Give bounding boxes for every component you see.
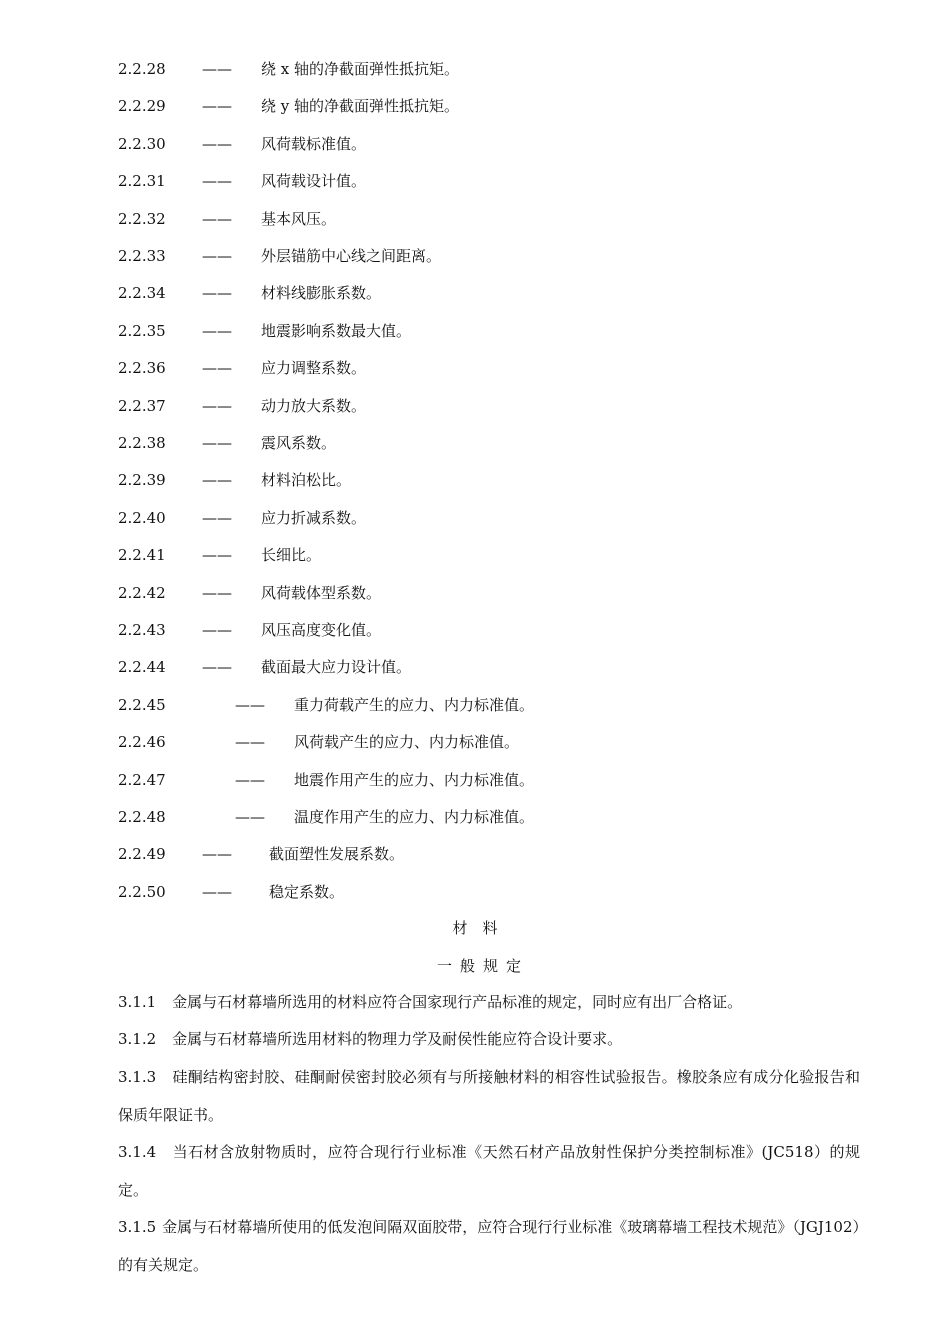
- symbol-number: 2.2.41: [118, 546, 166, 565]
- section-title: [0, 917, 950, 939]
- symbol-dash: ——: [202, 471, 232, 490]
- clause-3-1-5: [118, 1209, 860, 1284]
- symbol-number: 2.2.37: [118, 396, 166, 415]
- clause-text: 硅酮结构密封胶、硅酮耐侯密封胶必须有与所接触材料的相容性试验报告。橡胶条应有成分化验报告和保质年限证书。: [118, 1068, 860, 1124]
- symbol-number: 2.2.36: [118, 359, 166, 378]
- symbol-number: 2.2.47: [118, 770, 166, 789]
- symbol-dash: ——: [202, 583, 232, 602]
- symbol-dash: ——: [202, 209, 232, 228]
- symbol-dash: ——: [202, 60, 232, 78]
- symbol-description: 基本风压。: [261, 209, 337, 228]
- symbol-description: 材料泊松比。: [261, 471, 352, 490]
- symbol-number: 2.2.39: [118, 471, 166, 490]
- symbol-dash: ——: [235, 808, 265, 826]
- clause-text: 金属与石材幕墙所选用材料的物理力学及耐侯性能应符合设计要求。: [172, 1030, 623, 1048]
- symbol-description: 风压高度变化值。: [261, 621, 382, 639]
- symbol-number: 2.2.31: [118, 172, 166, 191]
- symbol-description: 材料线膨胀系数。: [261, 284, 382, 303]
- clause-3-1-4: [118, 1134, 860, 1209]
- section-title-text: 材 料: [452, 919, 498, 937]
- symbol-description: 重力荷载产生的应力、内力标准值。: [294, 695, 535, 714]
- symbol-description: 风荷载标准值。: [261, 134, 367, 153]
- subsection-title: [0, 955, 950, 977]
- symbol-number: 2.2.46: [118, 733, 166, 752]
- symbol-number: 2.2.30: [118, 134, 166, 153]
- symbol-description: 截面塑性发展系数。: [269, 845, 405, 864]
- symbol-number: 2.2.29: [118, 97, 166, 116]
- symbol-number: 2.2.43: [118, 621, 166, 639]
- symbol-dash: ——: [202, 247, 232, 265]
- symbol-description: 风荷载体型系数。: [261, 583, 382, 602]
- symbol-number: 2.2.34: [118, 284, 166, 303]
- symbol-description: 外层锚筋中心线之间距离。: [261, 247, 442, 265]
- symbol-dash: ——: [202, 434, 232, 452]
- symbol-dash: ——: [235, 770, 265, 789]
- clause-number: 3.1.5: [118, 1218, 157, 1236]
- symbol-number: 2.2.48: [118, 808, 166, 826]
- symbol-number: 2.2.32: [118, 209, 166, 228]
- symbol-number: 2.2.33: [118, 247, 166, 265]
- symbol-description: 震风系数。: [261, 434, 337, 452]
- symbol-description: 地震影响系数最大值。: [261, 321, 412, 340]
- symbol-description: 风荷载产生的应力、内力标准值。: [294, 733, 520, 752]
- symbol-dash: ——: [202, 284, 232, 303]
- symbol-dash: ——: [202, 845, 232, 864]
- symbol-dash: ——: [202, 396, 232, 415]
- symbol-number: 2.2.44: [118, 658, 166, 677]
- symbol-number: 2.2.42: [118, 583, 166, 602]
- clause-3-1-3: [118, 1059, 860, 1134]
- symbol-dash: ——: [202, 97, 232, 116]
- symbol-number: 2.2.50: [118, 882, 166, 901]
- symbol-description: 绕 x 轴的净截面弹性抵抗矩。: [261, 60, 459, 78]
- symbol-description: 温度作用产生的应力、内力标准值。: [294, 808, 535, 826]
- symbol-description: 地震作用产生的应力、内力标准值。: [294, 770, 535, 789]
- symbol-number: 2.2.49: [118, 845, 166, 864]
- clause-number: 3.1.4: [118, 1143, 157, 1161]
- clause-3-1-2: [118, 1021, 860, 1059]
- clause-3-1-1: [118, 984, 860, 1022]
- symbol-dash: ——: [202, 172, 232, 191]
- symbol-number: 2.2.28: [118, 60, 166, 78]
- symbol-description: 截面最大应力设计值。: [261, 658, 412, 677]
- symbol-description: 绕 y 轴的净截面弹性抵抗矩。: [261, 97, 460, 116]
- symbol-description: 应力调整系数。: [261, 359, 367, 378]
- symbol-dash: ——: [202, 621, 232, 639]
- symbol-dash: ——: [235, 695, 265, 714]
- symbol-number: 2.2.40: [118, 508, 166, 527]
- symbol-dash: ——: [235, 733, 265, 752]
- clause-text: 金属与石材幕墙所选用的材料应符合国家现行产品标准的规定，同时应有出厂合格证。: [172, 993, 743, 1011]
- clause-number: 3.1.1: [118, 993, 157, 1011]
- symbol-description: 稳定系数。: [269, 882, 345, 901]
- symbol-dash: ——: [202, 321, 232, 340]
- symbol-number: 2.2.38: [118, 434, 166, 452]
- clause-number: 3.1.2: [118, 1030, 157, 1048]
- clause-text: 金属与石材幕墙所使用的低发泡间隔双面胶带，应符合现行行业标准《玻璃幕墙工程技术规范》（JGJ102）的有关规定。: [118, 1218, 860, 1274]
- symbol-description: 长细比。: [261, 546, 322, 565]
- clause-number: 3.1.3: [118, 1068, 157, 1086]
- symbol-dash: ——: [202, 658, 232, 677]
- symbol-description: 动力放大系数。: [261, 396, 367, 415]
- symbol-dash: ——: [202, 359, 232, 378]
- symbol-dash: ——: [202, 882, 232, 901]
- subsection-title-text: 一般规定: [436, 957, 529, 975]
- symbol-description: 应力折减系数。: [261, 508, 367, 527]
- symbol-number: 2.2.45: [118, 695, 166, 714]
- symbol-number: 2.2.35: [118, 321, 166, 340]
- symbol-dash: ——: [202, 546, 232, 565]
- symbol-dash: ——: [202, 508, 232, 527]
- symbol-dash: ——: [202, 134, 232, 153]
- symbol-description: 风荷载设计值。: [261, 172, 367, 191]
- clause-text: 当石材含放射物质时，应符合现行行业标准《天然石材产品放射性保护分类控制标准》(JC518）的规定。: [118, 1143, 860, 1199]
